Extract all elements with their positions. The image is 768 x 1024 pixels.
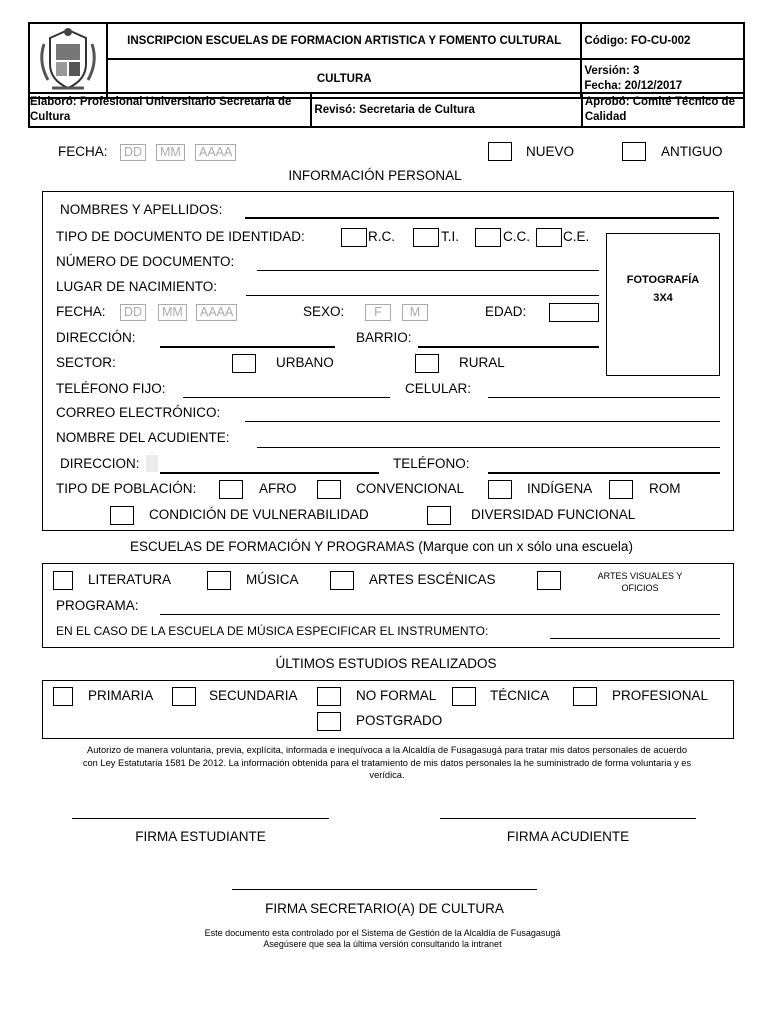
- direccion-acudiente-field[interactable]: [160, 472, 379, 474]
- convencional-checkbox[interactable]: [317, 480, 341, 499]
- telefono-acudiente-label: TELÉFONO:: [393, 456, 470, 471]
- firma-secretario-line[interactable]: [232, 889, 537, 890]
- date-day-field[interactable]: DD: [120, 144, 146, 161]
- coat-of-arms-icon: [30, 24, 106, 94]
- postgrado-checkbox[interactable]: [317, 712, 341, 731]
- artes-visuales-label: [575, 570, 705, 594]
- artes-visuales-checkbox[interactable]: [537, 571, 561, 590]
- convencional-label: CONVENCIONAL: [356, 481, 465, 496]
- instrumento-field[interactable]: [550, 638, 720, 639]
- footer-line-1: Este documento esta controlado por el Sistema de Gestión de la Alcaldía de Fusagasugá: [204, 928, 561, 938]
- authorization-line-2: con Ley Estatutaria 1581 De 2012. La información obtenida para el tratamiento de mis datos personales la he suministrado de forma voluntaria y es: [82, 757, 692, 768]
- sexo-m-field[interactable]: M: [402, 304, 428, 321]
- authorization-line-1: Autorizo de manera voluntaria, previa, explícita, informada e inequívoca a la Alcaldía de Fusagasugá para tratar mis datos personales de acuerdo: [87, 745, 687, 755]
- musica-label: MÚSICA: [246, 572, 299, 587]
- literatura-label: LITERATURA: [88, 572, 172, 587]
- direccion-field[interactable]: [160, 346, 335, 348]
- rc-label: R.C.: [368, 229, 395, 244]
- indigena-label: INDÍGENA: [527, 481, 593, 496]
- indigena-checkbox[interactable]: [488, 480, 512, 499]
- birth-year-field[interactable]: AAAA: [196, 304, 237, 321]
- barrio-label: BARRIO:: [356, 330, 412, 345]
- programa-field[interactable]: [160, 614, 720, 615]
- direccion-label: DIRECCIÓN:: [56, 330, 136, 345]
- no-formal-checkbox[interactable]: [317, 687, 341, 706]
- profesional-label: PROFESIONAL: [612, 688, 709, 703]
- celular-label: CELULAR:: [405, 381, 472, 396]
- literatura-checkbox[interactable]: [53, 571, 73, 590]
- reviso: Revisó: Secretaria de Cultura: [311, 93, 581, 127]
- firma-acudiente-label: FIRMA ACUDIENTE: [506, 829, 630, 844]
- firma-acudiente-line[interactable]: [440, 818, 696, 819]
- rural-label: RURAL: [459, 355, 505, 370]
- form-title: INSCRIPCION ESCUELAS DE FORMACION ARTISTICA Y FOMENTO CULTURAL: [107, 23, 581, 59]
- sexo-label: SEXO:: [303, 304, 345, 319]
- artes-visuales-label-2: OFICIOS: [621, 583, 659, 593]
- ce-checkbox[interactable]: [536, 228, 562, 247]
- birth-month-field[interactable]: MM: [158, 304, 187, 321]
- celular-field[interactable]: [488, 397, 720, 398]
- tecnica-label: TÉCNICA: [490, 688, 550, 703]
- no-formal-label: NO FORMAL: [356, 688, 437, 703]
- rural-checkbox[interactable]: [415, 354, 439, 373]
- programa-label: PROGRAMA:: [56, 598, 139, 613]
- acudiente-field[interactable]: [257, 447, 720, 448]
- telefono-acudiente-field[interactable]: [488, 472, 720, 474]
- direccion-acudiente-marker: [146, 455, 158, 472]
- secundaria-label: SECUNDARIA: [209, 688, 298, 703]
- artes-escenicas-checkbox[interactable]: [330, 571, 354, 590]
- tel-fijo-field[interactable]: [183, 397, 390, 398]
- document-approval-row: [28, 92, 745, 128]
- form-date: Fecha: 20/12/2017: [584, 79, 683, 92]
- document-header: [28, 22, 745, 99]
- nuevo-checkbox[interactable]: [488, 142, 512, 161]
- tipo-doc-label: TIPO DE DOCUMENTO DE IDENTIDAD:: [56, 229, 305, 244]
- nombres-field[interactable]: [245, 217, 719, 219]
- afro-checkbox[interactable]: [219, 480, 243, 499]
- postgrado-label: POSTGRADO: [356, 713, 443, 728]
- tecnica-checkbox[interactable]: [452, 687, 476, 706]
- firma-estudiante-label: FIRMA ESTUDIANTE: [135, 829, 266, 844]
- authorization-line-3: verídica.: [369, 770, 405, 780]
- acudiente-label: NOMBRE DEL ACUDIENTE:: [56, 430, 230, 445]
- numero-doc-label: NÚMERO DE DOCUMENTO:: [56, 254, 235, 269]
- direccion-acudiente-label: DIRECCION:: [60, 456, 140, 471]
- primaria-checkbox[interactable]: [53, 687, 73, 706]
- secundaria-checkbox[interactable]: [172, 687, 196, 706]
- diversidad-label: DIVERSIDAD FUNCIONAL: [471, 507, 636, 522]
- fecha-nac-label: FECHA:: [56, 304, 106, 319]
- artes-escenicas-label: ARTES ESCÉNICAS: [369, 572, 496, 587]
- aprobo: Aprobó: Comité Técnico de Calidad: [582, 93, 744, 127]
- logo-cell: [29, 23, 107, 98]
- fecha-label: FECHA:: [58, 144, 108, 159]
- primaria-label: PRIMARIA: [88, 688, 154, 703]
- musica-checkbox[interactable]: [207, 571, 231, 590]
- instrumento-label: EN EL CASO DE LA ESCUELA DE MÚSICA ESPECIFICAR EL INSTRUMENTO:: [56, 624, 489, 638]
- date-year-field[interactable]: AAAA: [195, 144, 236, 161]
- numero-doc-field[interactable]: [257, 270, 599, 271]
- form-subtitle: CULTURA: [107, 59, 581, 98]
- elaboro: Elaboró: Profesional Universitario Secretaría de Cultura: [29, 93, 311, 127]
- firma-secretario-label: FIRMA SECRETARIO(A) DE CULTURA: [265, 901, 504, 916]
- date-month-field[interactable]: MM: [156, 144, 185, 161]
- nuevo-label: NUEVO: [526, 144, 575, 159]
- lugar-nac-label: LUGAR DE NACIMIENTO:: [56, 279, 218, 294]
- birth-day-field[interactable]: DD: [120, 304, 146, 321]
- afro-label: AFRO: [259, 481, 297, 496]
- urbano-label: URBANO: [276, 355, 334, 370]
- rom-checkbox[interactable]: [609, 480, 633, 499]
- form-code: Código: FO-CU-002: [581, 23, 744, 59]
- cc-label: C.C.: [503, 229, 530, 244]
- tel-fijo-label: TELÉFONO FIJO:: [56, 381, 166, 396]
- vulnerabilidad-checkbox[interactable]: [110, 506, 134, 525]
- document-footer: [100, 928, 665, 950]
- edad-field[interactable]: [549, 303, 599, 322]
- cc-checkbox[interactable]: [475, 228, 501, 247]
- footer-line-2: Asegúsere que sea la última versión consultando la intranet: [263, 939, 502, 949]
- diversidad-checkbox[interactable]: [427, 506, 451, 525]
- antiguo-checkbox[interactable]: [622, 142, 646, 161]
- form-version: Versión: 3: [584, 64, 640, 77]
- personal-info-heading: INFORMACIÓN PERSONAL: [288, 168, 462, 183]
- firma-estudiante-line[interactable]: [72, 818, 329, 819]
- photo-box[interactable]: [606, 233, 720, 376]
- profesional-checkbox[interactable]: [573, 687, 597, 706]
- edad-label: EDAD:: [485, 304, 527, 319]
- estudios-heading: ÚLTIMOS ESTUDIOS REALIZADOS: [275, 656, 497, 671]
- barrio-field[interactable]: [418, 346, 599, 348]
- ce-label: C.E.: [563, 229, 590, 244]
- ti-checkbox[interactable]: [413, 228, 439, 247]
- urbano-checkbox[interactable]: [232, 354, 256, 373]
- ti-label: T.I.: [441, 229, 460, 244]
- data-authorization-text: [40, 744, 734, 782]
- poblacion-label: TIPO DE POBLACIÓN:: [56, 481, 197, 496]
- photo-size-label: 3X4: [653, 292, 673, 304]
- sexo-f-field[interactable]: F: [365, 304, 391, 321]
- vulnerabilidad-label: CONDICIÓN DE VULNERABILIDAD: [149, 507, 369, 522]
- lugar-nac-field[interactable]: [246, 295, 599, 296]
- sector-label: SECTOR:: [56, 355, 116, 370]
- rc-checkbox[interactable]: [341, 228, 367, 247]
- artes-visuales-label-1: ARTES VISUALES Y: [597, 571, 683, 581]
- escuelas-heading: ESCUELAS DE FORMACIÓN Y PROGRAMAS (Marque con un x sólo una escuela): [130, 539, 633, 554]
- correo-label: CORREO ELECTRÓNICO:: [56, 405, 221, 420]
- photo-label: FOTOGRAFÍA: [626, 274, 700, 286]
- antiguo-label: ANTIGUO: [661, 144, 723, 159]
- nombres-label: NOMBRES Y APELLIDOS:: [60, 202, 223, 217]
- correo-field[interactable]: [245, 421, 720, 422]
- rom-label: ROM: [649, 481, 681, 496]
